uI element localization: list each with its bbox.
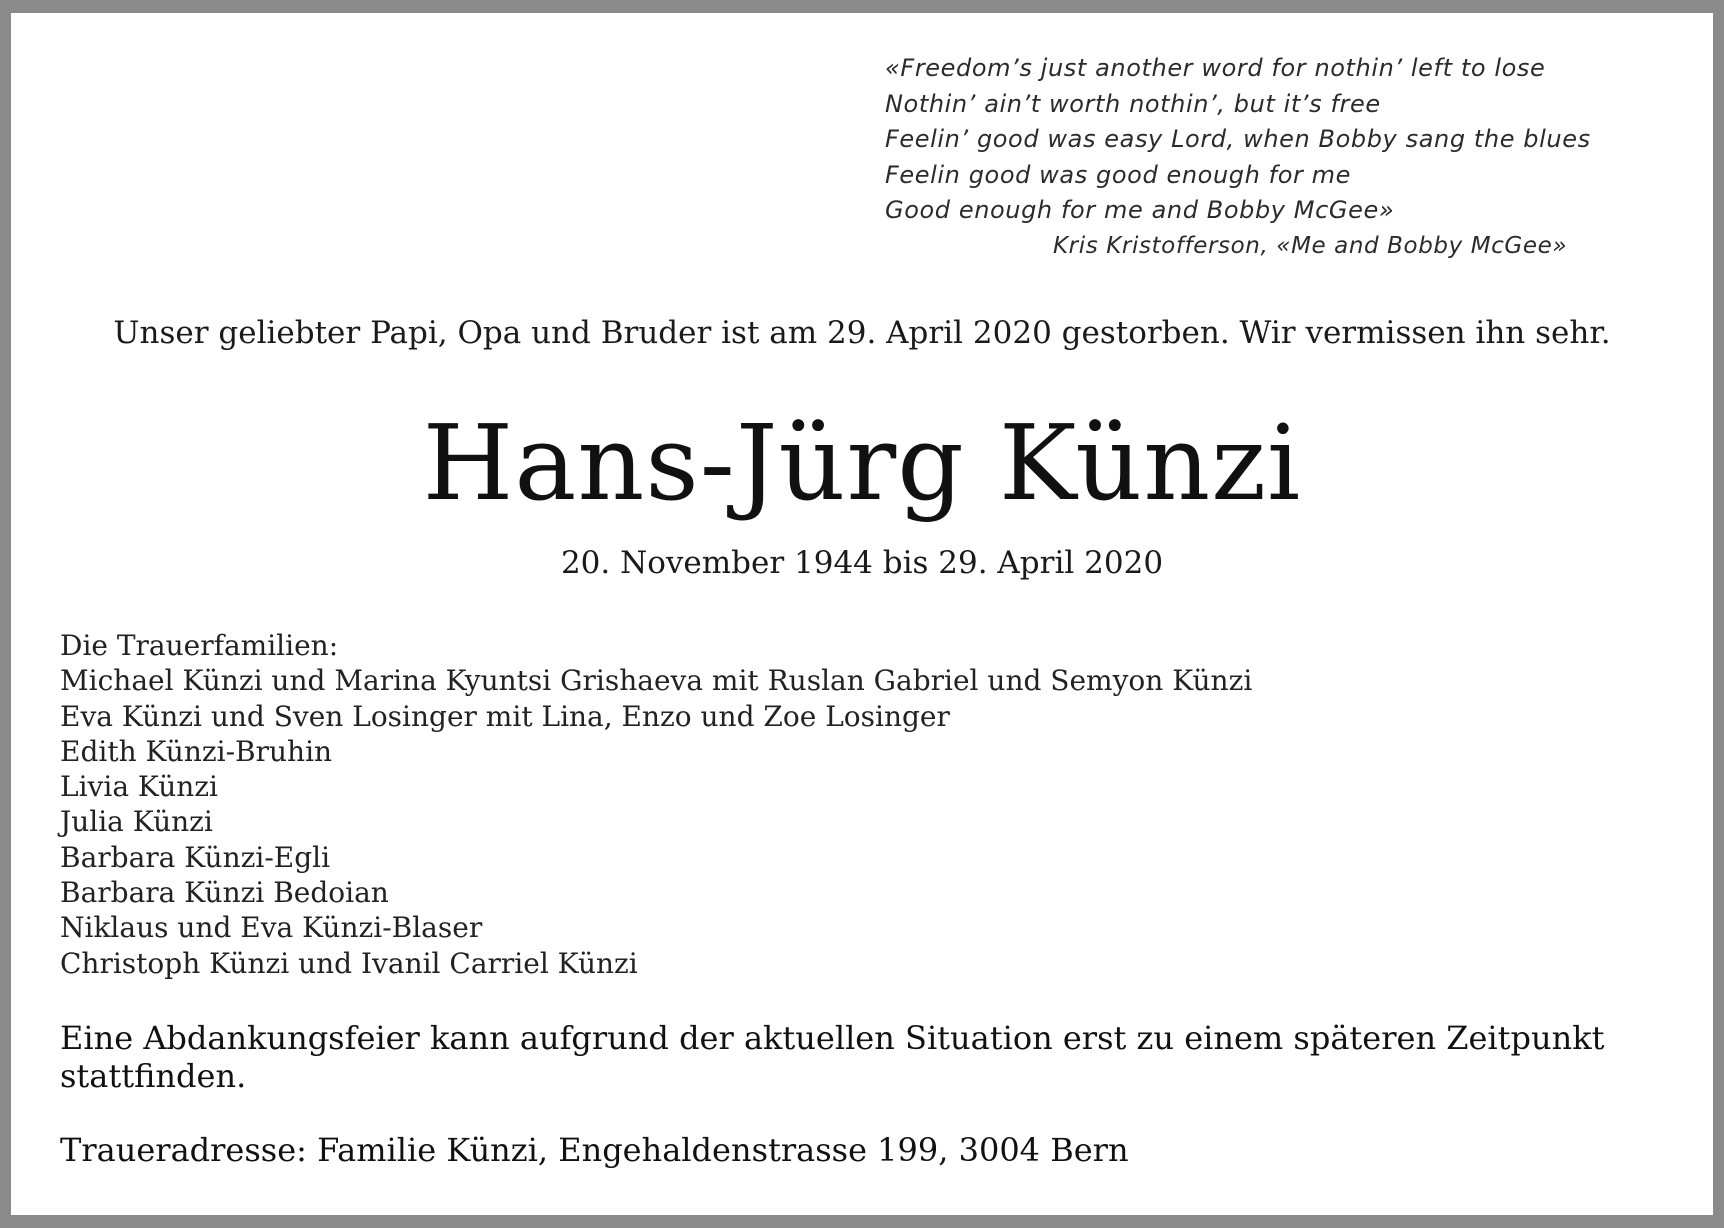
family-member: Barbara Künzi-Egli (60, 840, 331, 874)
family-member: Christoph Künzi und Ivanil Carriel Künzi (60, 946, 638, 980)
life-dates: 20. November 1944 bis 29. April 2020 (560, 545, 1164, 581)
family-member: Barbara Künzi Bedoian (60, 876, 389, 910)
ceremony-notice: Eine Abdankungsfeier kann aufgrund der aktuellen Situation erst zu einem späteren Zeitpunkt stattfinden. (60, 1019, 1605, 1095)
quote-line: Feelin’ good was easy Lord, when Bobby sang the blues (885, 125, 1591, 153)
family-member: Livia Künzi (60, 770, 218, 804)
deceased-name: Hans-Jürg Künzi (422, 402, 1302, 524)
mourning-families (60, 628, 1460, 981)
intro-text: Unser geliebter Papi, Opa und Bruder ist am 29. April 2020 gestorben. Wir vermissen ihn sehr. (113, 315, 1611, 351)
family-member: Julia Künzi (60, 805, 213, 839)
quote-line: Feelin good was good enough for me (885, 160, 1352, 189)
quote-line: Nothin’ ain’t worth nothin’, but it’s free (885, 89, 1381, 118)
family-member: Michael Künzi und Marina Kyuntsi Grishaeva mit Ruslan Gabriel und Semyon Künzi (60, 664, 1253, 698)
quote-line: «Freedom’s just another word for nothin’ left to lose (885, 54, 1546, 82)
family-member: Eva Künzi und Sven Losinger mit Lina, Enzo und Zoe Losinger (60, 699, 950, 733)
family-member: Edith Künzi-Bruhin (60, 734, 333, 768)
quote-line: Good enough for me and Bobby McGee» (885, 196, 1395, 224)
family-member: Niklaus und Eva Künzi-Blaser (60, 911, 483, 945)
mourning-address: Traueradresse: Familie Künzi, Engehaldenstrasse 199, 3004 Bern (60, 1131, 1129, 1169)
song-quote (885, 51, 1685, 264)
quote-attribution: Kris Kristofferson, «Me and Bobby McGee» (1053, 232, 1568, 259)
families-heading: Die Trauerfamilien: (60, 629, 339, 662)
obituary-page (11, 13, 1713, 1215)
